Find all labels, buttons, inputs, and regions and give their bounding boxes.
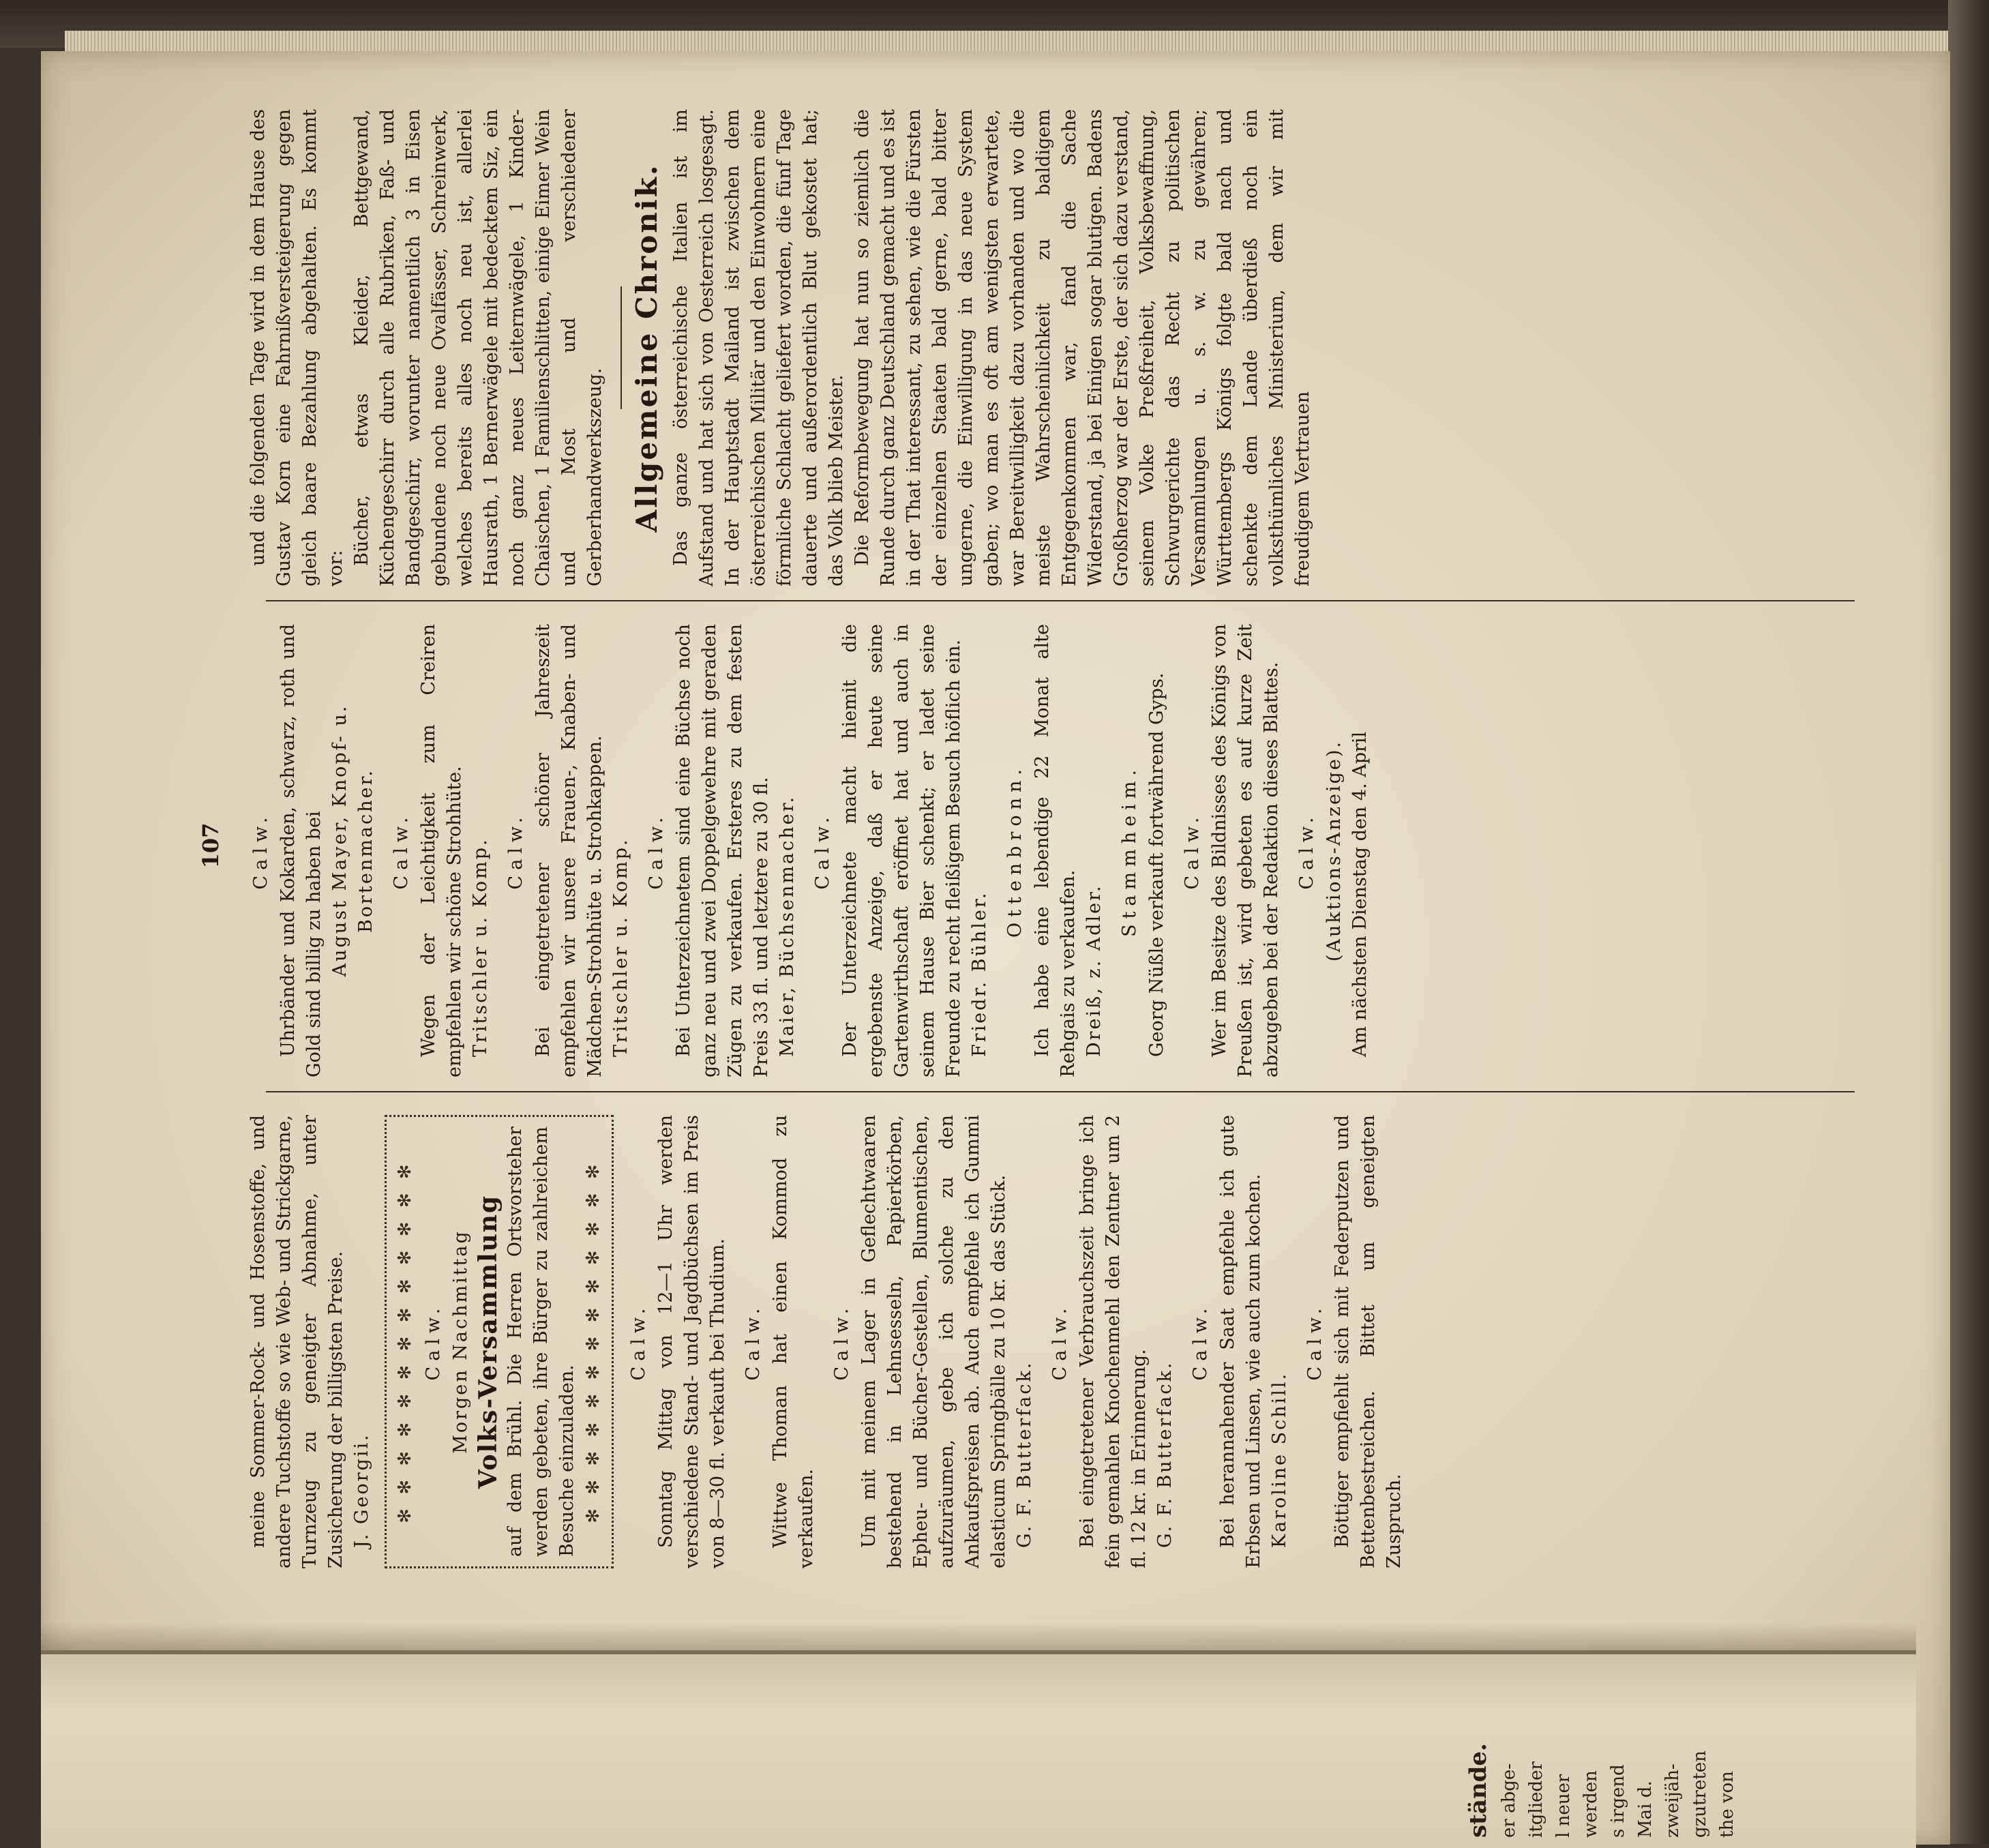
ad-text: Böttiger empfiehlt sich mit Federputzen und Bettenbestreichen. Bittet um geneigten Zuspruch. bbox=[1332, 1115, 1405, 1568]
ad-text: meine Sommer-Rock- und Hosenstoffe, und andere Tuchstoffe so wie Web- und Strickgarne, Turnzeug zu geneigter Abnahme, unter Zusicherung der billigsten Preise. bbox=[248, 1115, 346, 1568]
ad-town: Calw. bbox=[1049, 1302, 1071, 1381]
ad-town: Calw. bbox=[250, 811, 271, 890]
ad-town: Calw. bbox=[505, 811, 526, 890]
ad-town: Calw. bbox=[812, 811, 833, 890]
facing-page-fragment: er abge- bbox=[1499, 1763, 1519, 1838]
advertisement bbox=[1117, 624, 1170, 1077]
ad-text: Sonntag Mittag von 12—1 Uhr werden verschiedene Stand- und Jagdbüchsen im Preis von 8—30 fl. verkauft bei Thudium. bbox=[655, 1115, 728, 1568]
ad-text: Bei eingetretener Verbrauchszeit bringe ich fein gemahlen Knochenmehl den Zentner um 2 fl. 12 kr. in Erinnerung. bbox=[1077, 1115, 1150, 1568]
ad-text: Wer im Besitze des Bildnisses des Königs von Preußen ist, wird gebeten es auf kurze Zeit abzugeben bei der Redaktion dieses Blattes. bbox=[1209, 624, 1282, 1077]
ad-text: auf dem Brühl. Die Herren Ortsvorsteher werden gebeten, ihre Bürger zu zahlreichem Besuche einzuladen. bbox=[505, 1127, 578, 1557]
facing-page-heading: ständе. bbox=[1465, 1743, 1492, 1838]
advertisement bbox=[389, 624, 494, 1077]
ad-town: Calw. bbox=[628, 1302, 649, 1381]
ad-text: Am nächsten Dienstag den 4. April bbox=[1349, 731, 1371, 1057]
ad-text: Bei Unterzeichnetem sind eine Büchse noch ganz neu und zwei Doppelgewehre mit geraden Zügen zu verkaufen. Ersteres zu dem festen Preis 33 fl. und letztere zu 30 fl. bbox=[673, 624, 772, 1077]
page-number: 107 bbox=[198, 822, 224, 869]
chronicle-paragraph: Das ganze österreichische Italien ist im Aufstand und hat sich von Oesterreich losgesagt. In der Hauptstadt Mailand ist zwischen dem österreichischen Militär und den Einwohnern eine förmliche Schlacht geliefert worden, die fünf Tage dauerte und außerordentlich Blut gekostet hat; das Volk blieb Meister. bbox=[670, 109, 847, 586]
ad-town: Calw. bbox=[831, 1302, 852, 1381]
ad-town: ✻ ✻ ✻ ✻ ✻ ✻ ✻ ✻ ✻ ✻ ✻ ✻ ✻ Calw. bbox=[423, 1302, 444, 1381]
announcement-box bbox=[385, 1115, 614, 1568]
ad-signature: G. F. Butterfack. bbox=[1154, 1360, 1176, 1548]
advertisement bbox=[1002, 624, 1107, 1077]
book-spine bbox=[1948, 0, 1989, 1844]
advertisement bbox=[644, 624, 801, 1077]
advertisement bbox=[1294, 624, 1373, 1077]
ad-text: Uhrbänder und Kokarden, schwarz, roth und Gold sind billig zu haben bei bbox=[278, 624, 325, 1077]
ad-signature: J. Georgii. bbox=[351, 1433, 372, 1548]
ad-signature: G. F. Butterfack. bbox=[1014, 1360, 1035, 1548]
ad-town: Calw. bbox=[1304, 1302, 1326, 1381]
ad-signature: Dreiß, z. Adler. bbox=[1083, 884, 1105, 1057]
column-divider bbox=[266, 1091, 1855, 1092]
facing-page-fragment: gzutreten bbox=[1690, 1750, 1710, 1838]
ad-text: Der Unterzeichnete macht hiemit die ergebenste Anzeige, daß er heute seine Gartenwirthschaft eröffnet hat und auch in seinem Hause Bier schenkt; er ladet seine Freunde zu recht fleißigem Besuch höflich ein. bbox=[839, 624, 964, 1077]
ad-text: Ich habe eine lebendige 22 Monat alte Rehgais zu verkaufen. bbox=[1032, 624, 1079, 1077]
column-left bbox=[245, 1115, 1868, 1568]
column-divider bbox=[266, 600, 1855, 601]
advertisement bbox=[626, 1115, 731, 1568]
ad-text: Bei eingetretener schöner Jahreszeit empfehlen wir unsere Frauen-, Knaben- und Mädchen-Strohhüte u. Strohkappen. bbox=[533, 624, 605, 1077]
advertisement bbox=[810, 624, 993, 1077]
advertisement bbox=[248, 624, 379, 1077]
ad-subtitle: (Auktions-Anzeige). bbox=[1323, 740, 1345, 962]
column-middle bbox=[245, 624, 1868, 1077]
ad-text: Bei herannahender Saat empfehle ich gute Erbsen und Linsen, wie auch zum kochen. bbox=[1217, 1115, 1264, 1568]
ad-town: Calw. bbox=[1182, 811, 1203, 890]
section-title: Allgemeine Chronik. bbox=[630, 163, 663, 533]
advertisement bbox=[1302, 1115, 1407, 1568]
rotated-page-content bbox=[177, 102, 1882, 1568]
advertisement bbox=[1047, 1115, 1178, 1568]
ad-town: Calw. bbox=[743, 1302, 764, 1381]
ad-town: Stammheim. bbox=[1119, 764, 1140, 937]
ad-text: Georg Nüßle verkauft fortwährend Gyps. bbox=[1146, 672, 1167, 1057]
advertisement bbox=[1188, 1115, 1293, 1568]
ad-town: Calw. bbox=[646, 811, 667, 890]
column-right bbox=[245, 109, 1868, 586]
ad-signature: August Mayer, Knopf- u. Bortenmacher. bbox=[329, 704, 376, 977]
ad-town: Ottenbronn. bbox=[1004, 764, 1026, 938]
ad-text: Um mit meinem Lager in Geflechtwaaren bestehend in Lehnsesseln, Papierkörben, Epheu- und Bücher-Gestellen, Blumentischen, aufzuräumen, gebe ich solche zu den Ankaufspreisen ab. Auch empfehle ich Gummi elasticum Springbälle zu 10 kr. das Stück. bbox=[858, 1115, 1009, 1568]
ad-town: Calw. bbox=[1296, 811, 1317, 890]
facing-page-fragment: l neuer bbox=[1553, 1774, 1574, 1838]
advertisement bbox=[1180, 624, 1285, 1077]
facing-page-fragment: zweijäh- bbox=[1662, 1763, 1683, 1838]
auction-items: Bücher, etwas Kleider, Bettgewand, Küchengeschirr durch alle Rubriken, Faß- und Bandgeschirr, worunter namentlich 3 in Eisen gebundene noch neue Ovalfässer, Schreinwerk, welches bereits alles noch neu ist, allerlei Hausrath, 1 Bernerwägele mit bedecktem Siz, ein noch ganz neues Leiternwägele, 1 Kinder-Chaischen, 1 Familienschlitten, einige Eimer Wein und Most und verschiedener Gerberhandwerkszeug. bbox=[351, 109, 605, 586]
advertisement bbox=[503, 624, 634, 1077]
advertisement bbox=[829, 1115, 1038, 1568]
facing-page-fragment: Mai d. bbox=[1635, 1780, 1656, 1838]
facing-page-fragment: itglieder bbox=[1526, 1761, 1546, 1838]
ad-signature: Karoline Schill. bbox=[1269, 1371, 1290, 1548]
facing-page-fragment: s irgend bbox=[1608, 1764, 1628, 1838]
ad-signature: Tritschler u. Komp. bbox=[470, 837, 491, 1057]
ad-town: Calw. bbox=[391, 811, 412, 890]
section-divider bbox=[620, 286, 622, 409]
ad-text: Wittwe Thoman hat einen Kommod zu verkaufen. bbox=[770, 1115, 817, 1568]
ad-signature: Maier, Büchsenmacher. bbox=[777, 794, 798, 1057]
ad-headline: Volks-Versammlung bbox=[474, 1194, 503, 1489]
advertisement bbox=[245, 1115, 375, 1568]
advertisement bbox=[741, 1115, 820, 1568]
ad-subtitle: Morgen Nachmittag bbox=[450, 1229, 471, 1454]
facing-page-fragment: the von bbox=[1717, 1771, 1737, 1838]
ad-signature: Friedr. Bühler. bbox=[969, 891, 990, 1057]
ad-text: Wegen der Leichtigkeit zum Creiren empfehlen wir schöne Strohhüte. bbox=[418, 624, 465, 1077]
chronicle-paragraph: Die Reformbewegung hat nun so ziemlich die Runde durch ganz Deutschland gemacht und es ist in der That interessant, zu sehen, wie die Fürsten der einzelnen Staaten bald gerne, bald bitter ungerne, die Einwilligung in das neue System gaben; wo man es oft am wenigsten erwartete, war Bereitwilligkeit dazu vorhanden und wo die meiste Wahrscheinlichkeit zu baldigem Entgegenkommen war, fand die Sache Widerstand, ja bei Einigen sogar blutigen. Badens Großherzog war der Erste, der sich dazu verstand, seinem Volke Preßfreiheit, Volksbewaffnung, Schwurgerichte das Recht zu politischen Versammlungen u. s. w. zu gewähren; Württembergs Königs folgte bald nach und schenkte dem Lande überdieß noch ein volksthümliches Ministerium, dem wir mit freudigem Vertrauen bbox=[852, 109, 1313, 586]
facing-page-fragment: werden bbox=[1581, 1770, 1601, 1838]
ad-signature: Tritschler u. Komp. bbox=[610, 837, 631, 1057]
auction-text: und die folgenden Tage wird in dem Hause des Gustav Korn eine Fahrnißversteigerung gegen gleich baare Bezahlung abgehalten. Es kommt vor: bbox=[248, 109, 346, 586]
ad-town: Calw. bbox=[1190, 1302, 1211, 1381]
